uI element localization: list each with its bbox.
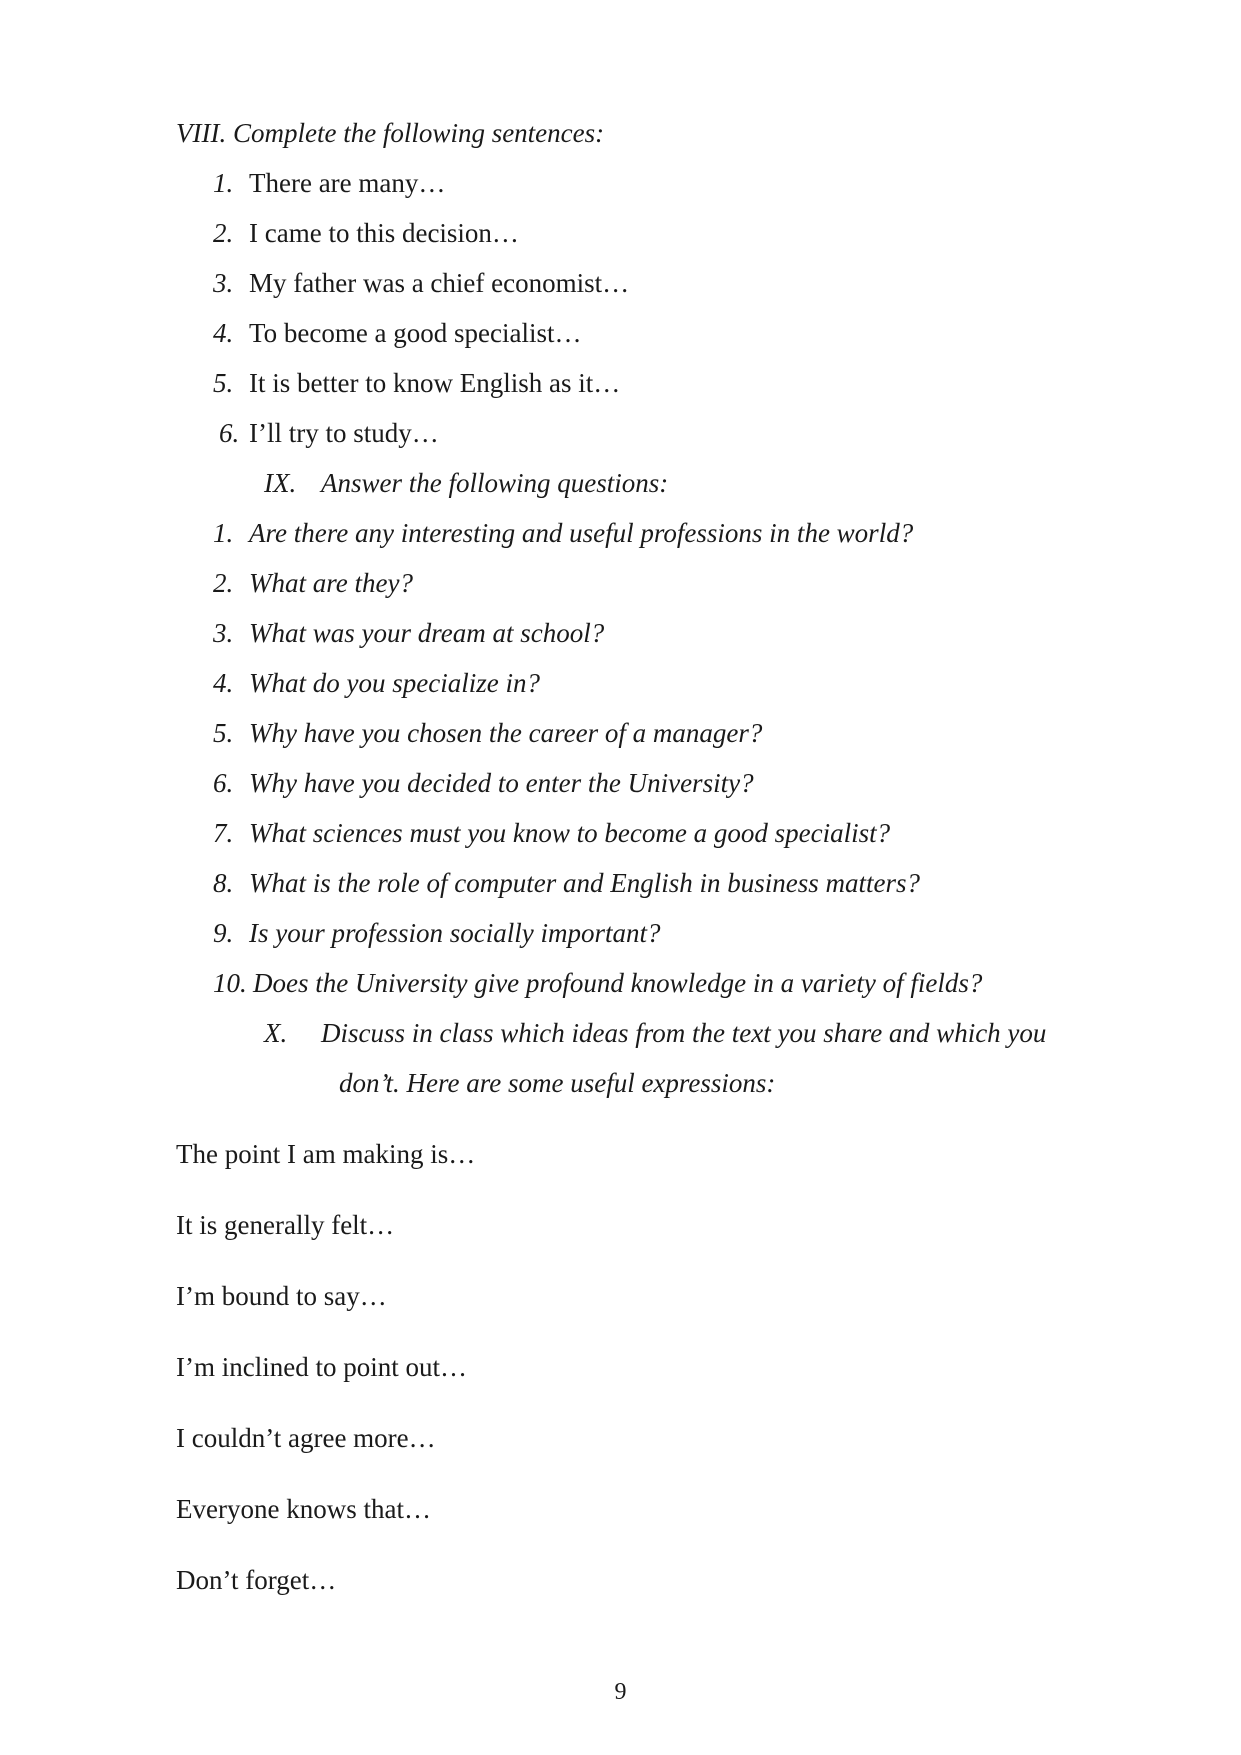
- page-number: 9: [614, 1679, 627, 1705]
- item-number: 5.: [213, 718, 234, 748]
- item-number: 6.: [213, 768, 234, 798]
- item-text: What are they?: [249, 568, 413, 598]
- item-number: 5.: [213, 368, 234, 398]
- item-number: 2.: [213, 568, 234, 598]
- item-text: I’ll try to study…: [249, 418, 439, 448]
- list-item: [213, 520, 913, 547]
- item-text: Why have you decided to enter the University?: [249, 768, 754, 798]
- expression: I couldn’t agree more…: [176, 1423, 436, 1453]
- item-text: It is better to know English as it…: [249, 368, 621, 398]
- list-item: [213, 570, 413, 597]
- list-item: [213, 670, 540, 697]
- item-number: 9.: [213, 918, 234, 948]
- item-number: 3.: [213, 268, 234, 298]
- item-text: What sciences must you know to become a good specialist?: [249, 818, 891, 848]
- list-item: [213, 770, 754, 797]
- item-number: 6.: [219, 418, 240, 448]
- section-ix-heading: [264, 470, 668, 497]
- list-item: [213, 920, 661, 947]
- item-number: 1.: [213, 518, 234, 548]
- list-item: [213, 870, 920, 897]
- item-text: Is your profession socially important?: [249, 918, 661, 948]
- item-number: 8.: [213, 868, 234, 898]
- section-x-heading: [264, 1020, 1046, 1047]
- section-x-heading-continued: don’t. Here are some useful expressions:: [339, 1068, 776, 1098]
- item-number: 2.: [213, 218, 234, 248]
- item-text: Does the University give profound knowledge in a variety of fields?: [253, 968, 983, 998]
- item-text: What is the role of computer and English in business matters?: [249, 868, 920, 898]
- list-item: [213, 370, 620, 397]
- list-item: [213, 970, 982, 997]
- expression: Everyone knows that…: [176, 1494, 431, 1524]
- list-item: [213, 270, 629, 297]
- item-number: 4.: [213, 668, 234, 698]
- item-text: What do you specialize in?: [249, 668, 540, 698]
- section-number: IX.: [264, 468, 297, 498]
- item-text: Are there any interesting and useful professions in the world?: [249, 518, 914, 548]
- expression: It is generally felt…: [176, 1210, 395, 1240]
- item-number: 3.: [213, 618, 234, 648]
- section-title: Answer the following questions:: [321, 468, 669, 498]
- section-viii-heading: VIII. Complete the following sentences:: [176, 118, 605, 148]
- section-number: X.: [264, 1018, 288, 1048]
- list-item: [213, 320, 582, 347]
- item-number: 7.: [213, 818, 234, 848]
- item-text: What was your dream at school?: [249, 618, 605, 648]
- list-item: [213, 620, 604, 647]
- section-title: Discuss in class which ideas from the text you share and which you: [321, 1018, 1047, 1048]
- expression: I’m inclined to point out…: [176, 1352, 467, 1382]
- list-item: [213, 820, 890, 847]
- item-number: 4.: [213, 318, 234, 348]
- expression: Don’t forget…: [176, 1565, 337, 1595]
- list-item: [213, 170, 445, 197]
- item-text: I came to this decision…: [249, 218, 519, 248]
- list-item: [213, 220, 519, 247]
- item-text: To become a good specialist…: [249, 318, 582, 348]
- expression: I’m bound to say…: [176, 1281, 387, 1311]
- item-text: My father was a chief economist…: [249, 268, 630, 298]
- expression: The point I am making is…: [176, 1139, 476, 1169]
- item-text: Why have you chosen the career of a manager?: [249, 718, 763, 748]
- item-number: 1.: [213, 168, 234, 198]
- item-text: There are many…: [249, 168, 446, 198]
- list-item: [219, 420, 439, 447]
- list-item: [213, 720, 762, 747]
- item-number: 10.: [213, 968, 247, 998]
